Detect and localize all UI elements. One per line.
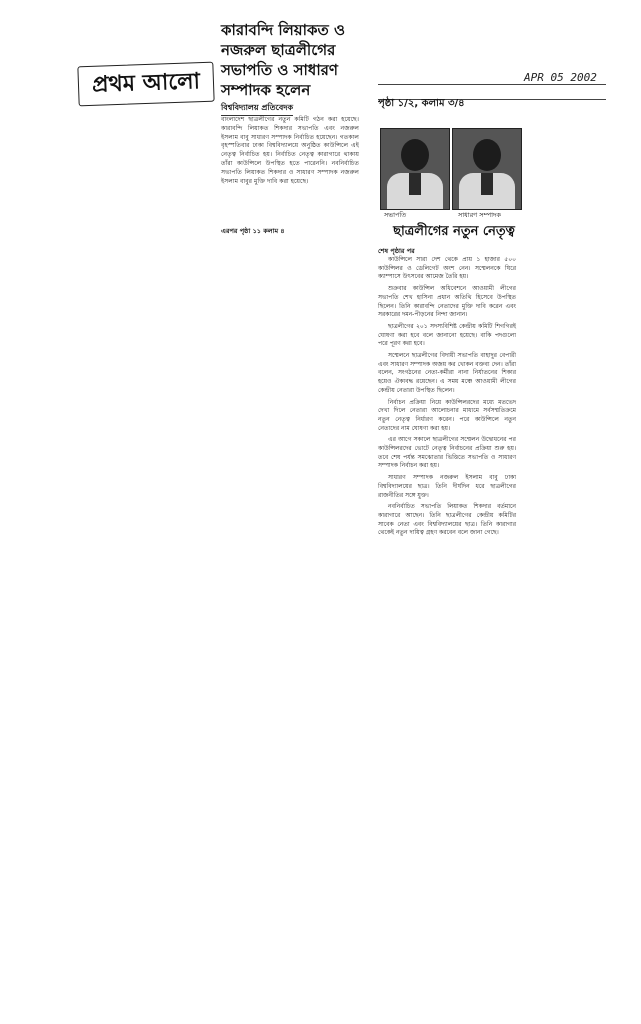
general-secretary-photo-caption: সাধারণ সম্পাদক [458,211,501,219]
right-article-body [378,256,516,541]
left-article-continued-note: এরপর পৃষ্ঠা ১১ কলাম ৪ [221,227,285,235]
right-article-headline: ছাত্রলীগের নতুন নেতৃত্ব [393,224,515,239]
article-paragraph: সম্মেলনে ছাত্রলীগের বিদায়ী সভাপতি বাহাদুর বেপারী এবং সাধারণ সম্পাদক অজয় কর খোকন বক্তব্য দেন। তাঁরা বলেন, সংগঠনের নেতা-কর্মীরা নানা নির্যাতনের শিকার হয়েও ঐক্যবদ্ধ রয়েছেন। এ সময় মঞ্চে আওয়ামী লীগের কেন্দ্রীয় নেতারা উপস্থিত ছিলেন। [378,352,516,394]
article-paragraph: নবনির্বাচিত সভাপতি লিয়াকত শিকদার বর্তমানে কারাগারে আছেন। তিনি ছাত্রলীগের কেন্দ্রীয় কমিটির সাবেক নেতা এবং বিশ্ববিদ্যালয়ের ছাত্র। তিনি কারাগার থেকেই নতুন দায়িত্ব গ্রহণ করবেন বলে জানা গেছে। [378,503,516,537]
article-paragraph: ছাত্রলীগের ২০১ সদস্যবিশিষ্ট কেন্দ্রীয় কমিটি শিগগিরই ঘোষণা করা হবে বলে জানানো হয়েছে। বাকি পদগুলো পরে পূরণ করা হবে। [378,322,516,348]
right-article-continued-from: শেষ পৃষ্ঠার পর [378,247,415,255]
article-paragraph: নির্বাচন প্রক্রিয়া নিয়ে কাউন্সিলরদের মধ্যে মতভেদ দেখা দিলে নেতারা আলোচনার মাধ্যমে সর্বসম্মতিক্রমে নতুন নেতৃত্ব নির্ধারণ করেন। পরে কাউন্সিলে নতুন নেতাদের নাম ঘোষণা করা হয়। [378,398,516,432]
article-paragraph: এর আগে সকালে ছাত্রলীগের সম্মেলন উদ্বোধনের পর কাউন্সিলরদের ভোটে নেতৃত্ব নির্বাচনের প্রক্রিয়া শুরু হয়। তবে শেষ পর্যন্ত সমঝোতার ভিত্তিতে সভাপতি ও সাধারণ সম্পাদক নির্বাচন করা হয়। [378,436,516,470]
president-photo [380,128,450,210]
article-paragraph: কাউন্সিলে সারা দেশ থেকে প্রায় ১ হাজার ৫০০ কাউন্সিলর ও ডেলিগেট অংশ নেন। সম্মেলনকে ঘিরে ক্যাম্পাসে উৎসবের আমেজ তৈরি হয়। [378,256,516,281]
president-photo-caption: সভাপতি [384,211,407,219]
newspaper-name-stamp: প্রথম আলো [77,62,214,107]
left-article-headline: কারাবন্দি লিয়াকত ও নজরুল ছাত্রলীগের সভাপতি ও সাধারণ সম্পাদক হলেন [221,21,346,99]
left-article-body: বাংলাদেশ ছাত্রলীগের নতুন কমিটি গঠন করা হয়েছে। কারাবন্দি লিয়াকত শিকদার সভাপতি এবং নজরুল ইসলাম বাবু সাধারণ সম্পাদক নির্বাচিত হয়েছেন। গতকাল বৃহস্পতিবার ঢাকা বিশ্ববিদ্যালয়ে অনুষ্ঠিত কাউন্সিলে এই নেতৃত্ব নির্বাচিত হয়। নির্বাচিত নেতৃত্ব কারাগারে থাকায় তাঁরা কাউন্সিলে উপস্থিত হতে পারেননি। নবনির্বাচিত সভাপতি লিয়াকত শিকদার ও সাধারণ সম্পাদক নজরুল ইসলাম বাবুর মুক্তি দাবি করা হয়েছে। [221,116,359,185]
date-stamp: APR 05 2002 [524,71,597,84]
article-paragraph: সাধারণ সম্পাদক নজরুল ইসলাম বাবু ঢাকা বিশ্ববিদ্যালয়ের ছাত্র। তিনি দীর্ঘদিন ধরে ছাত্রলীগের রাজনীতির সঙ্গে যুক্ত। [378,474,516,499]
left-article-byline: বিশ্ববিদ্যালয় প্রতিবেদক [221,102,293,116]
general-secretary-photo [452,128,522,210]
article-paragraph: শুক্রবার কাউন্সিল অধিবেশনে আওয়ামী লীগের সভাপতি শেখ হাসিনা প্রধান অতিথি হিসেবে উপস্থিত ছিলেন। তিনি কারাবন্দি নেতাদের মুক্তি দাবি করেন এবং সরকারের দমন-পীড়নের নিন্দা জানান। [378,285,516,319]
clip-page-label: পৃষ্ঠা ১/২, কলাম ৩/৪ [378,98,465,109]
